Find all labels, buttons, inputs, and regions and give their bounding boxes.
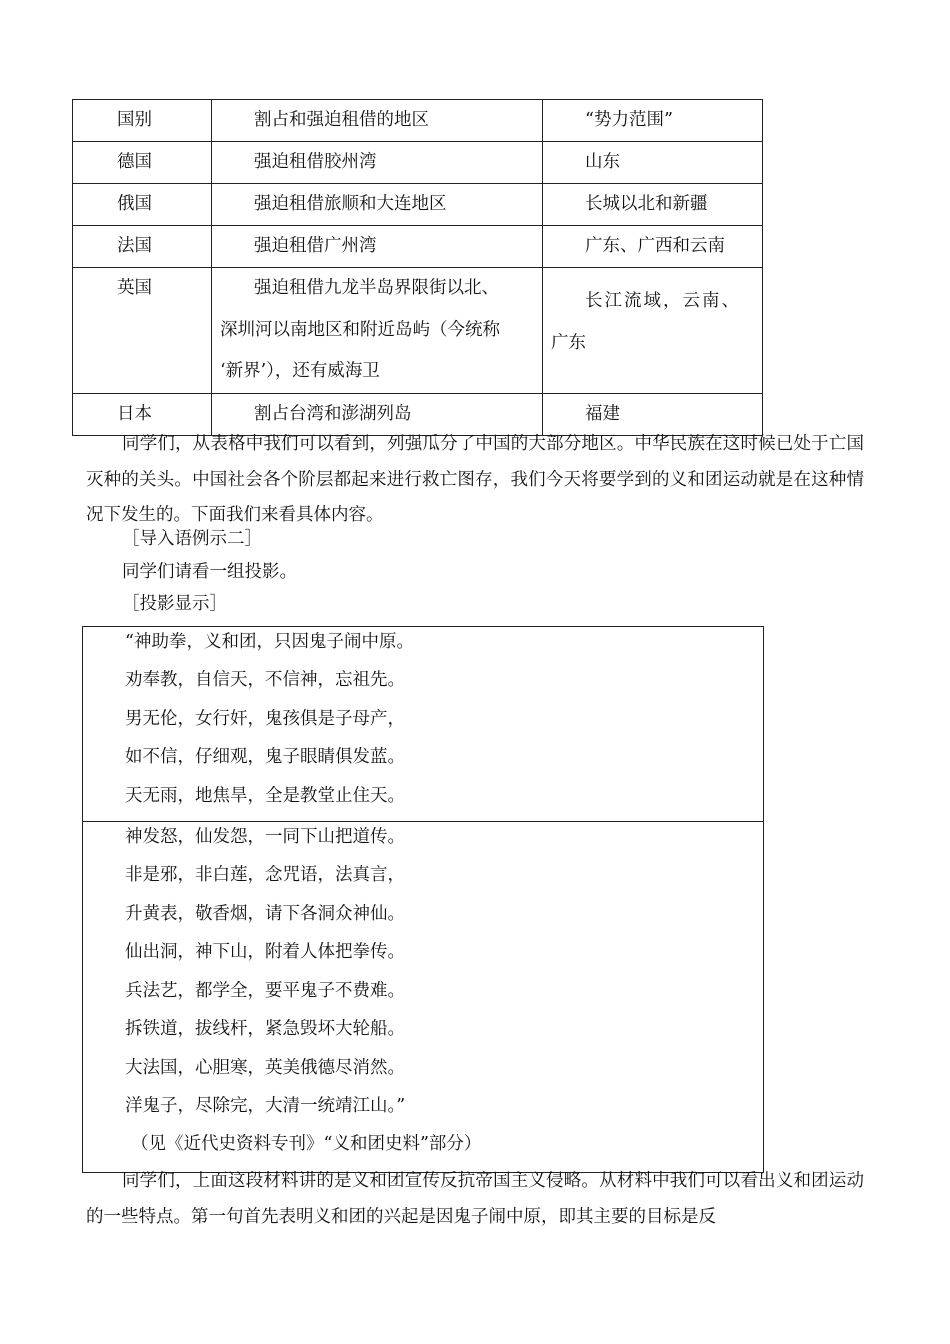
label-projection: ［投影显示］ (122, 594, 227, 614)
cell-sphere: 广东、广西和云南 (543, 226, 763, 268)
header-sphere: “势力范围” (543, 100, 763, 142)
cell-country: 俄国 (73, 184, 212, 226)
table-row (73, 226, 763, 268)
verse-line: 如不信，仔细观，鬼子眼睛俱发蓝。 (125, 747, 405, 767)
cell-sphere-line: 广东 (551, 333, 586, 353)
cell-area-line: 深圳河以南地区和附近岛屿（今统称 (220, 319, 500, 340)
cell-country: 德国 (73, 142, 212, 184)
source-note: （见《近代史资料专刊》“义和团史料”部分） (131, 1134, 482, 1154)
verse-line: 非是邪，非白莲，念咒语，法真言， (125, 865, 405, 885)
verse-line: 仙出洞，神下山，附着人体把拳传。 (125, 942, 405, 962)
verse-line: 兵法艺，都学全，要平鬼子不费难。 (125, 981, 405, 1001)
cell-sphere: 长城以北和新疆 (543, 184, 763, 226)
verse-line: 男无伦，女行奸，鬼孩俱是子母产， (125, 709, 405, 729)
cell-country: 法国 (73, 226, 212, 268)
paragraph-table-summary: 同学们，从表格中我们可以看到，列强瓜分了中国的大部分地区。中华民族在这时候已处于亡国灭种的关头。中国社会各个阶层都起来进行救亡图存，我们今天将要学到的义和团运动就是在这种情况下发生的。下面我们来看具体内容。 (86, 434, 864, 525)
header-area: 割占和强迫租借的地区 (212, 100, 543, 142)
header-country: 国别 (73, 100, 212, 142)
verse-line: 升黄表，敬香烟，请下各洞众神仙。 (125, 904, 405, 924)
cell-area: 割占台湾和澎湖列岛 (212, 393, 543, 435)
verse-line: 天无雨，地焦旱，全是教堂止住天。 (125, 786, 405, 806)
cell-area (212, 268, 543, 394)
table-row (73, 142, 763, 184)
label-example-2: ［导入语例示二］ (122, 529, 262, 549)
line-watch-projection: 同学们请看一组投影。 (122, 562, 297, 582)
table-row (73, 184, 763, 226)
cell-area: 强迫租借胶州湾 (212, 142, 543, 184)
verse-line: 拆铁道，拔线杆，紧急毁坏大轮船。 (125, 1019, 405, 1039)
cell-sphere (543, 268, 763, 394)
table-row (73, 268, 763, 394)
cell-area-line: 强迫租借九龙半岛界限街以北、 (254, 278, 499, 298)
paragraph-analysis: 同学们，上面这段材料讲的是义和团宣传反抗帝国主义侵略。从材料中我们可以看出义和团运动的一些特点。第一句首先表明义和团的兴起是因鬼子闹中原，即其主要的目标是反 (86, 1171, 864, 1227)
verse-line: 大法国，心胆寒，英美俄德尽消然。 (125, 1058, 405, 1078)
cell-area-line: ‘新界’），还有威海卫 (220, 361, 380, 381)
verse-line: 洋鬼子，尽除完，大清一统靖江山。” (125, 1096, 406, 1116)
projection-box-bottom (82, 821, 764, 1173)
cell-sphere: 福建 (543, 393, 763, 435)
cell-sphere-line: 长江流域，云南、 (585, 291, 741, 311)
cell-country: 日本 (73, 393, 212, 435)
cell-area: 强迫租借旅顺和大连地区 (212, 184, 543, 226)
table-header-row (73, 100, 763, 142)
powers-table (72, 99, 763, 436)
verse-line: 劝奉教，自信天，不信神，忘祖先。 (125, 670, 405, 690)
cell-country: 英国 (73, 268, 212, 394)
verse-line: “神助拳，义和团，只因鬼子闹中原。 (125, 632, 414, 652)
cell-area: 强迫租借广州湾 (212, 226, 543, 268)
cell-sphere: 山东 (543, 142, 763, 184)
projection-box-top (82, 626, 764, 822)
verse-line: 神发怒，仙发怨，一同下山把道传。 (125, 827, 405, 847)
